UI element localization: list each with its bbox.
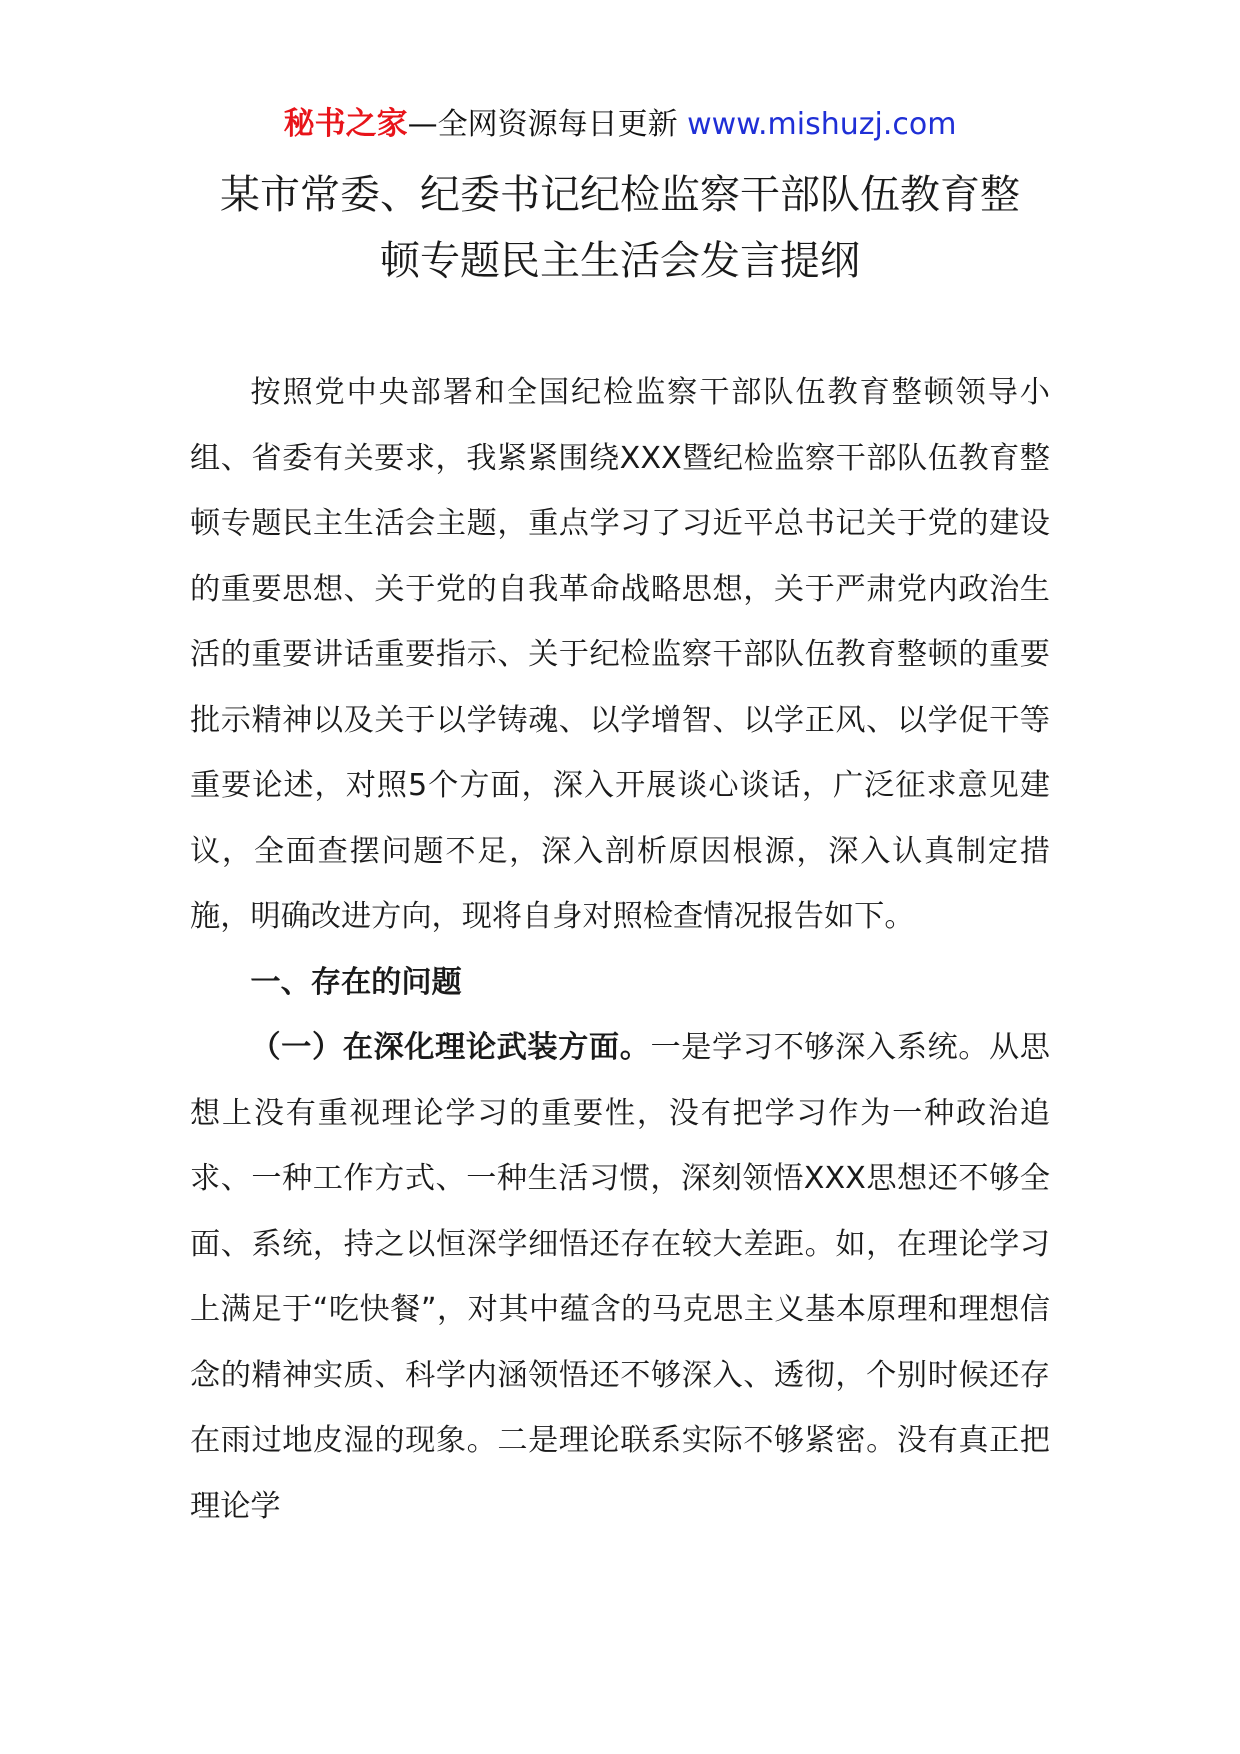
subsection-heading: （一）在深化理论武装方面。 [250,1030,651,1065]
title-line-2: 顿专题民主生活会发言提纲 [380,238,860,284]
intro-paragraph: 按照党中央部署和全国纪检监察干部队伍教育整顿领导小组、省委有关要求，我紧紧围绕XXX暨纪检监察干部队伍教育整顿专题民主生活会主题，重点学习了习近平总书记关于党的建设的重要思想、关于党的自我革命战略思想，关于严肃党内政治生活的重要讲话重要指示、关于纪检监察干部队伍教育整顿的重要批示精神以及关于以学铸魂、以学增智、以学正风、以学促干等重要论述，对照5个方面，深入开展谈心谈话，广泛征求意见建议，全面查摆问题不足，深入剖析原因根源，深入认真制定措施，明确改进方向，现将自身对照检查情况报告如下。 [190,375,1050,934]
site-url-link[interactable]: www.mishuzj.com [687,107,957,142]
site-header [0,100,1240,149]
document-body [190,360,1050,1539]
document-title [0,162,1240,294]
subsection-paragraph [190,1015,1050,1539]
site-tagline: —全网资源每日更新 [407,107,688,142]
section-heading: 一、存在的问题 [250,964,462,1000]
title-line-1: 某市常委、纪委书记纪检监察干部队伍教育整 [220,172,1020,218]
subsection-text: 一是学习不够深入系统。从思想上没有重视理论学习的重要性，没有把学习作为一种政治追求、一种工作方式、一种生活习惯，深刻领悟XXX思想还不够全面、系统，持之以恒深学细悟还存在较大差距。如，在理论学习上满足于“吃快餐”，对其中蕴含的马克思主义基本原理和理想信念的精神实质、科学内涵领悟还不够深入、透彻，个别时候还存在雨过地皮湿的现象。二是理论联系实际不够紧密。没有真正把理论学 [190,1030,1050,1524]
brand-name: 秘书之家 [283,106,408,142]
